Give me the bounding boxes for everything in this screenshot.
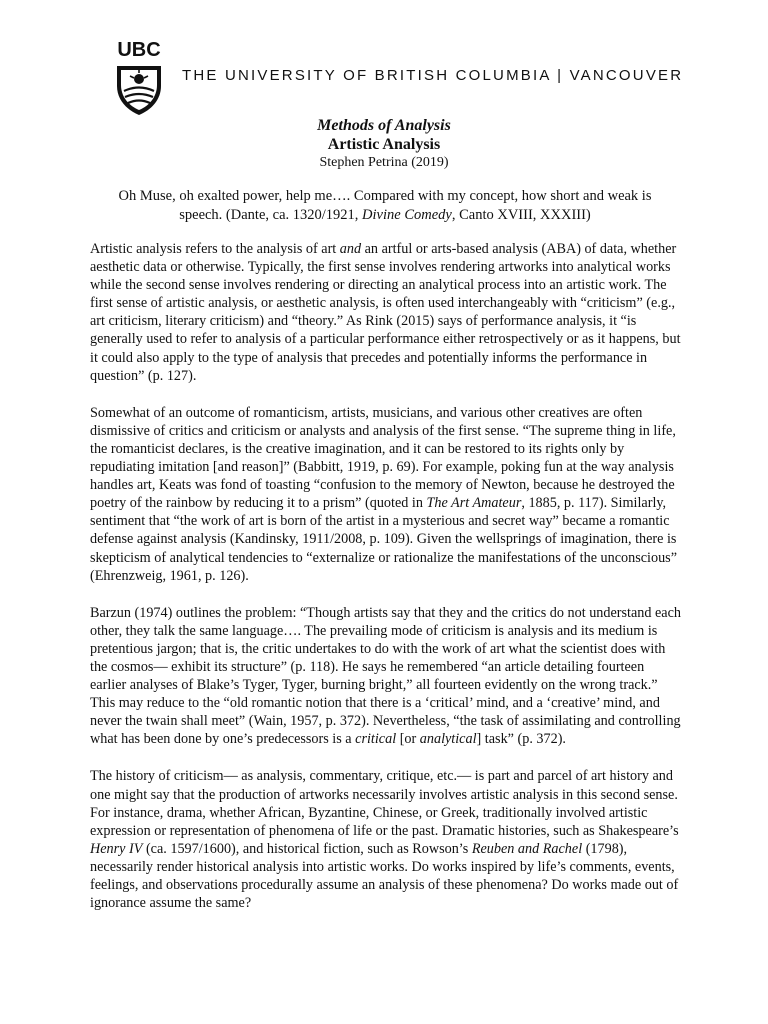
p1-emphasis-and: and (339, 241, 362, 257)
p3-text-a: Barzun (1974) outlines the problem: “Though artists say that they and the critics do not understand each other, they talk the same language…. The prevailing mode of criticism is analysis and its medium is pretentious jargon; that is, the critic undertakes to do with the work of art what the scientist does with the cosmos— exhibit its structure” (p. 118). He says he remembered “an article detailing fourteen earlier analyses of Blake’s Tyger, Tyger, burning bright,” all fourteen evidently on the wrong track.” This may reduce to the “old romantic notion that there is a ‘critical’ mind, and a ‘creative’ mind, and never the twain shall meet” (Wain, 1957, p. 372). Nevertheless, “the task of assimilating and controlling what has been done by one’s predecessors is a (90, 604, 681, 748)
p4-work-reuben: Reuben and Rachel (471, 840, 583, 857)
document-body (90, 240, 682, 931)
author-line: Stephen Petrina (2019) (319, 155, 449, 170)
paragraph-3 (90, 604, 682, 749)
paragraph-4 (90, 767, 682, 912)
p4-text-c: (1798), necessarily render historical analysis into artistic works. Do works inspired by life’s comments, events, feelings, and observations procedurally assume an analysis of these phenomena? Do works made out of ignorance assume the same? (90, 840, 679, 912)
crest-icon (114, 64, 164, 116)
p4-text-a: The history of criticism— as analysis, commentary, critique, etc.— is part and parcel of art history and one might say that the production of artworks necessarily involves artistic analysis in this second sense. For instance, drama, whether African, Byzantine, Chinese, or Greek, traditionally involved artistic expression or representation of phenomena of life or the past. Dramatic histories, such as Shakespeare’s (90, 768, 679, 839)
epigraph-line1: Oh Muse, oh exalted power, help me…. Compared with my concept, how short and weak is (118, 188, 652, 204)
p2-source-title: The Art Amateur (426, 495, 522, 512)
p3-text-c: ] task” (p. 372). (476, 731, 566, 748)
epigraph-text: speech. (Dante, ca. 1320/1921, (179, 207, 363, 223)
p1-text-b: an artful or arts-based analysis (ABA) of data, whether aesthetic data or otherwise. Typically, the first sense involves rendering artworks into analytical works while the second sense involves rendering or directing an analytical process into an artistic work. The first sense of artistic analysis, or aesthetic analysis, is often used interchangeably with “criticism” (e.g., art criticism, literary criticism) and “theory.” As Rink (2015) says of performance analysis, it “is generally used to refer to analysis of a particular performance either retrospectively or as it happens, but it could also apply to the type of analysis that precedes and potentially informs the performance in question” (p. 127). (90, 241, 681, 384)
p4-work-henry: Henry IV (90, 840, 143, 857)
p3-emphasis-analytical: analytical (419, 731, 477, 748)
epigraph-citation: , Canto XVIII, XXXIII) (451, 207, 591, 223)
epigraph-work-title: Divine Comedy (362, 207, 452, 223)
series-title: Methods of Analysis (317, 117, 451, 134)
logo-wordmark: UBC (117, 39, 161, 61)
p3-text-b: [or (396, 731, 420, 748)
paragraph-2 (90, 404, 682, 585)
university-name: THE UNIVERSITY OF BRITISH COLUMBIA | VANCOUVER (182, 67, 684, 84)
p3-emphasis-critical: critical (355, 731, 397, 748)
ubc-logo (110, 40, 168, 116)
p2-text-a: Somewhat of an outcome of romanticism, artists, musicians, and various other creatives are often dismissive of critics and criticism or analysts and analysis of the first sense. “The supreme thing in life, the romanticist declares, is the creative imagination, and it can be restored to its rights only by repudiating imitation [and reason]” (Babbitt, 1919, p. 69). For example, poking fun at the way analysis handles art, Keats was fond of toasting “confusion to the memory of Newton, because he destroyed the poetry of the rainbow by reducing it to a prism” (quoted in (90, 404, 676, 512)
title-block (0, 116, 768, 171)
epigraph (90, 187, 680, 225)
paragraph-1 (90, 240, 682, 385)
p1-text-a: Artistic analysis refers to the analysis of art (90, 241, 340, 257)
page-header (110, 40, 710, 120)
p4-text-b: (ca. 1597/1600), and historical fiction, such as Rowson’s (142, 840, 472, 857)
p2-text-b: , 1885, p. 117). Similarly, sentiment that “the work of art is born of the artist in a mysterious and secret way” became a romantic defense against analysis (Kandinsky, 1911/2008, p. 109). Given the wellsprings of imagination, there is skepticism of analytical tendencies to “externalize or rationalize the manifestations of the unconscious” (Ehrenzweig, 1961, p. 126). (90, 495, 677, 584)
document-title: Artistic Analysis (327, 136, 441, 153)
